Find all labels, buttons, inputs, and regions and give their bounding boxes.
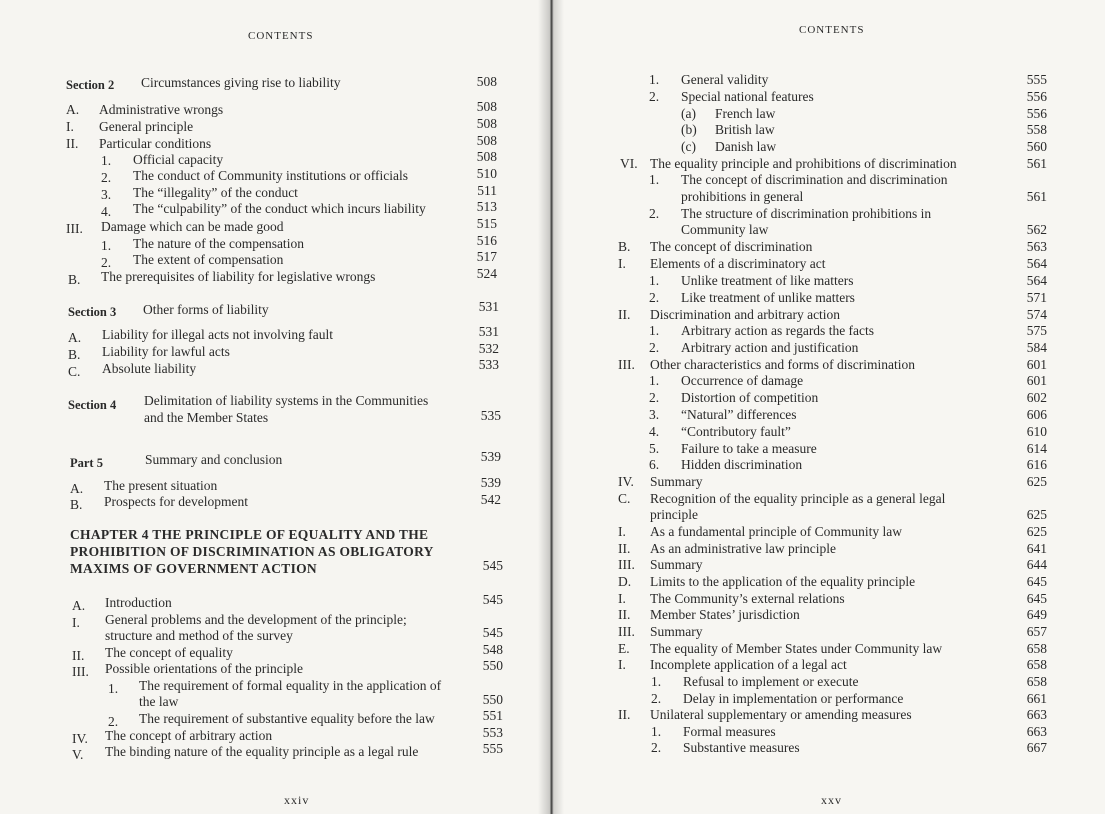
toc-mark: 2. (649, 206, 660, 221)
toc-entry: The binding nature of the equality principle as a legal rule (105, 744, 419, 759)
toc-page: 645 (1026, 591, 1047, 606)
toc-page: 524 (476, 266, 497, 281)
toc-mark: III. (618, 557, 635, 572)
toc-mark: I. (618, 657, 626, 672)
toc-entry-continued: prohibitions in general (681, 189, 804, 204)
toc-page: 517 (476, 249, 497, 264)
section-2-title: Circumstances giving rise to liability (141, 75, 341, 90)
toc-mark: VI. (620, 156, 638, 171)
toc-page: 560 (1026, 139, 1047, 154)
toc-page: 508 (476, 116, 497, 131)
toc-page: 601 (1026, 357, 1047, 372)
toc-entry: Arbitrary action and justification (681, 340, 859, 355)
toc-page: 625 (1026, 507, 1047, 522)
toc-page: 562 (1026, 222, 1047, 237)
toc-entry: Substantive measures (683, 740, 800, 755)
toc-entry: The “culpability” of the conduct which incurs liability (133, 201, 426, 216)
toc-entry-continued: Community law (681, 222, 769, 237)
toc-mark: 2. (651, 691, 662, 706)
toc-page: 571 (1026, 290, 1047, 305)
toc-entry: Recognition of the equality principle as a general legal (650, 491, 946, 506)
toc-mark: II. (618, 607, 631, 622)
toc-page: 531 (478, 324, 499, 339)
toc-mark: B. (70, 497, 83, 512)
toc-mark: 3. (649, 407, 660, 422)
toc-mark: C. (68, 364, 81, 379)
toc-entry: Prospects for development (104, 494, 248, 509)
toc-entry: The concept of discrimination and discrimination (681, 172, 948, 187)
toc-page: 616 (1026, 457, 1047, 472)
toc-mark: I. (66, 119, 74, 134)
toc-page: 644 (1026, 557, 1047, 572)
toc-mark: 5. (649, 441, 660, 456)
toc-page: 614 (1026, 441, 1047, 456)
toc-entry: Summary (650, 557, 703, 572)
toc-page: 657 (1026, 624, 1047, 639)
toc-page: 663 (1026, 724, 1047, 739)
toc-mark: 2. (101, 170, 112, 185)
chapter-4-page: 545 (482, 558, 503, 573)
toc-page: 658 (1026, 674, 1047, 689)
toc-page: 550 (482, 692, 503, 707)
toc-page: 533 (478, 357, 499, 372)
section-4-title-line1: Delimitation of liability systems in the Communities (144, 393, 429, 408)
toc-mark: III. (618, 624, 635, 639)
toc-mark: B. (618, 239, 631, 254)
toc-mark: 2. (108, 714, 119, 729)
toc-mark: A. (66, 102, 80, 117)
section-4-title-line2: and the Member States (144, 410, 269, 425)
toc-page: 556 (1026, 89, 1047, 104)
part-5-label: Part 5 (70, 456, 103, 470)
toc-entry: Particular conditions (99, 136, 212, 151)
toc-mark: II. (72, 648, 85, 663)
toc-entry: The conduct of Community institutions or officials (133, 168, 408, 183)
toc-page: 610 (1026, 424, 1047, 439)
toc-entry: Possible orientations of the principle (105, 661, 303, 676)
toc-page: 564 (1026, 273, 1047, 288)
toc-entry: As a fundamental principle of Community law (650, 524, 902, 539)
left-page (0, 0, 552, 814)
toc-entry: The equality principle and prohibitions of discrimination (650, 156, 957, 171)
toc-entry: Discrimination and arbitrary action (650, 307, 841, 322)
toc-entry: The equality of Member States under Community law (650, 641, 943, 656)
toc-entry: French law (715, 106, 776, 121)
toc-mark: IV. (618, 474, 634, 489)
toc-page: 513 (476, 199, 497, 214)
toc-entry: Liability for lawful acts (102, 344, 230, 359)
toc-page: 555 (482, 741, 503, 756)
toc-page: 539 (480, 475, 501, 490)
toc-entry: The requirement of substantive equality before the law (139, 711, 435, 726)
chapter-4-heading-line3: MAXIMS OF GOVERNMENT ACTION (70, 561, 317, 576)
toc-mark: (c) (681, 139, 696, 154)
toc-entry: Like treatment of unlike matters (681, 290, 855, 305)
toc-entry: The present situation (104, 478, 218, 493)
toc-entry: As an administrative law principle (650, 541, 836, 556)
chapter-4-heading-line1: CHAPTER 4 THE PRINCIPLE OF EQUALITY AND THE (70, 527, 429, 542)
right-page (552, 0, 1105, 814)
toc-page: 545 (482, 592, 503, 607)
toc-mark: 2. (649, 340, 660, 355)
toc-mark: B. (68, 272, 81, 287)
toc-mark: I. (618, 524, 626, 539)
toc-entry: General problems and the development of the principle; (105, 612, 407, 627)
toc-mark: I. (618, 256, 626, 271)
toc-page: 508 (476, 133, 497, 148)
toc-page: 574 (1026, 307, 1047, 322)
toc-page: 584 (1026, 340, 1047, 355)
toc-mark: (a) (681, 106, 696, 121)
toc-mark: II. (618, 541, 631, 556)
toc-mark: 3. (101, 187, 112, 202)
toc-page: 667 (1026, 740, 1047, 755)
section-3-page: 531 (478, 299, 499, 314)
toc-entry: Damage which can be made good (101, 219, 284, 234)
toc-mark: A. (70, 481, 84, 496)
toc-page: 542 (480, 492, 501, 507)
toc-mark: V. (72, 747, 84, 762)
toc-entry: Elements of a discriminatory act (650, 256, 826, 271)
toc-page: 555 (1026, 72, 1047, 87)
toc-mark: 1. (108, 681, 119, 696)
toc-page: 548 (482, 642, 503, 657)
toc-entry: Occurrence of damage (681, 373, 804, 388)
toc-entry: Formal measures (683, 724, 776, 739)
toc-mark: B. (68, 347, 81, 362)
toc-mark: C. (618, 491, 631, 506)
part-5-page: 539 (480, 449, 501, 464)
toc-mark: 2. (649, 89, 660, 104)
toc-entry: Liability for illegal acts not involving fault (102, 327, 333, 342)
toc-page: 606 (1026, 407, 1047, 422)
toc-mark: 1. (649, 172, 660, 187)
toc-mark: 1. (101, 153, 112, 168)
toc-mark: 4. (649, 424, 660, 439)
toc-mark: 2. (651, 740, 662, 755)
toc-entry: The requirement of formal equality in the application of (139, 678, 442, 693)
toc-entry: The “illegality” of the conduct (133, 185, 298, 200)
toc-page: 550 (482, 658, 503, 673)
folio-right: xxv (821, 793, 842, 807)
toc-page: 661 (1026, 691, 1047, 706)
book-gutter (538, 0, 564, 814)
toc-mark: 4. (101, 204, 112, 219)
toc-entry-continued: the law (139, 694, 179, 709)
toc-entry: Danish law (715, 139, 777, 154)
toc-mark: IV. (72, 731, 88, 746)
toc-entry: General validity (681, 72, 769, 87)
toc-mark: II. (66, 136, 79, 151)
section-3-title: Other forms of liability (143, 302, 269, 317)
toc-entry: The extent of compensation (133, 252, 284, 267)
toc-page: 515 (476, 216, 497, 231)
running-head-right: CONTENTS (799, 24, 865, 36)
folio-left: xxiv (284, 793, 310, 807)
toc-entry: Distortion of competition (681, 390, 819, 405)
toc-mark: III. (618, 357, 635, 372)
toc-entry: The Community’s external relations (650, 591, 845, 606)
toc-entry: Unilateral supplementary or amending measures (650, 707, 912, 722)
toc-page: 564 (1026, 256, 1047, 271)
toc-entry: Administrative wrongs (99, 102, 224, 117)
toc-mark: E. (618, 641, 630, 656)
toc-mark: I. (618, 591, 626, 606)
toc-mark: I. (72, 615, 80, 630)
toc-mark: III. (66, 221, 83, 236)
toc-page: 658 (1026, 641, 1047, 656)
toc-page: 575 (1026, 323, 1047, 338)
toc-entry: Summary (650, 474, 703, 489)
toc-page: 532 (478, 341, 499, 356)
toc-entry: “Natural” differences (681, 407, 797, 422)
toc-page: 663 (1026, 707, 1047, 722)
toc-mark: 6. (649, 457, 660, 472)
toc-entry: “Contributory fault” (681, 424, 791, 439)
toc-mark: III. (72, 664, 89, 679)
toc-entry: The structure of discrimination prohibitions in (681, 206, 932, 221)
toc-entry: The concept of discrimination (650, 239, 813, 254)
toc-entry: Unlike treatment of like matters (681, 273, 854, 288)
toc-page: 561 (1026, 156, 1047, 171)
toc-page: 545 (482, 625, 503, 640)
toc-page: 510 (476, 166, 497, 181)
toc-page: 558 (1026, 122, 1047, 137)
toc-page: 508 (476, 149, 497, 164)
toc-mark: A. (68, 330, 82, 345)
toc-mark: 1. (101, 238, 112, 253)
toc-page: 641 (1026, 541, 1047, 556)
toc-entry-continued: structure and method of the survey (105, 628, 293, 643)
toc-page: 645 (1026, 574, 1047, 589)
toc-page: 553 (482, 725, 503, 740)
toc-entry: Summary (650, 624, 703, 639)
toc-entry: General principle (99, 119, 194, 134)
toc-page: 511 (477, 183, 497, 198)
toc-mark: 1. (651, 724, 662, 739)
section-2-page: 508 (476, 74, 497, 89)
toc-entry: Delay in implementation or performance (683, 691, 904, 706)
toc-entry: Absolute liability (102, 361, 197, 376)
toc-page: 508 (476, 99, 497, 114)
toc-entry: The concept of arbitrary action (105, 728, 273, 743)
toc-mark: 1. (651, 674, 662, 689)
toc-entry: The nature of the compensation (133, 236, 304, 251)
toc-mark: II. (618, 307, 631, 322)
toc-page: 625 (1026, 474, 1047, 489)
section-3-label: Section 3 (68, 305, 117, 319)
chapter-4-heading-line2: PROHIBITION OF DISCRIMINATION AS OBLIGATORY (70, 544, 434, 559)
toc-page: 561 (1026, 189, 1047, 204)
toc-page: 563 (1026, 239, 1047, 254)
toc-mark: 2. (101, 255, 112, 270)
toc-mark: 1. (649, 373, 660, 388)
toc-mark: 2. (649, 290, 660, 305)
toc-mark: 1. (649, 72, 660, 87)
toc-mark: 2. (649, 390, 660, 405)
toc-entry: Special national features (681, 89, 814, 104)
toc-entry: The concept of equality (105, 645, 233, 660)
toc-page: 601 (1026, 373, 1047, 388)
toc-page: 551 (482, 708, 503, 723)
toc-page: 556 (1026, 106, 1047, 121)
section-2-label: Section 2 (66, 78, 115, 92)
toc-mark: II. (618, 707, 631, 722)
toc-entry: Arbitrary action as regards the facts (681, 323, 875, 338)
toc-mark: 1. (649, 273, 660, 288)
toc-entry: Incomplete application of a legal act (650, 657, 847, 672)
toc-entry: Member States’ jurisdiction (650, 607, 800, 622)
toc-mark: 1. (649, 323, 660, 338)
toc-entry: Refusal to implement or execute (683, 674, 859, 689)
section-4-label: Section 4 (68, 398, 117, 412)
toc-entry: Limits to the application of the equality principle (650, 574, 916, 589)
toc-entry-continued: principle (650, 507, 698, 522)
toc-page: 516 (476, 233, 497, 248)
toc-entry: Other characteristics and forms of discrimination (650, 357, 916, 372)
running-head-left: CONTENTS (248, 30, 314, 42)
toc-entry: Official capacity (133, 152, 224, 167)
toc-mark: A. (72, 598, 86, 613)
toc-entry: British law (715, 122, 775, 137)
toc-mark: D. (618, 574, 632, 589)
toc-page: 625 (1026, 524, 1047, 539)
toc-page: 658 (1026, 657, 1047, 672)
toc-page: 602 (1026, 390, 1047, 405)
toc-page: 649 (1026, 607, 1047, 622)
toc-entry: Failure to take a measure (681, 441, 817, 456)
toc-entry: Introduction (105, 595, 172, 610)
section-4-page: 535 (480, 408, 501, 423)
toc-entry: Hidden discrimination (681, 457, 803, 472)
part-5-title: Summary and conclusion (145, 452, 283, 467)
toc-mark: (b) (681, 122, 697, 137)
toc-entry: The prerequisites of liability for legislative wrongs (101, 269, 376, 284)
